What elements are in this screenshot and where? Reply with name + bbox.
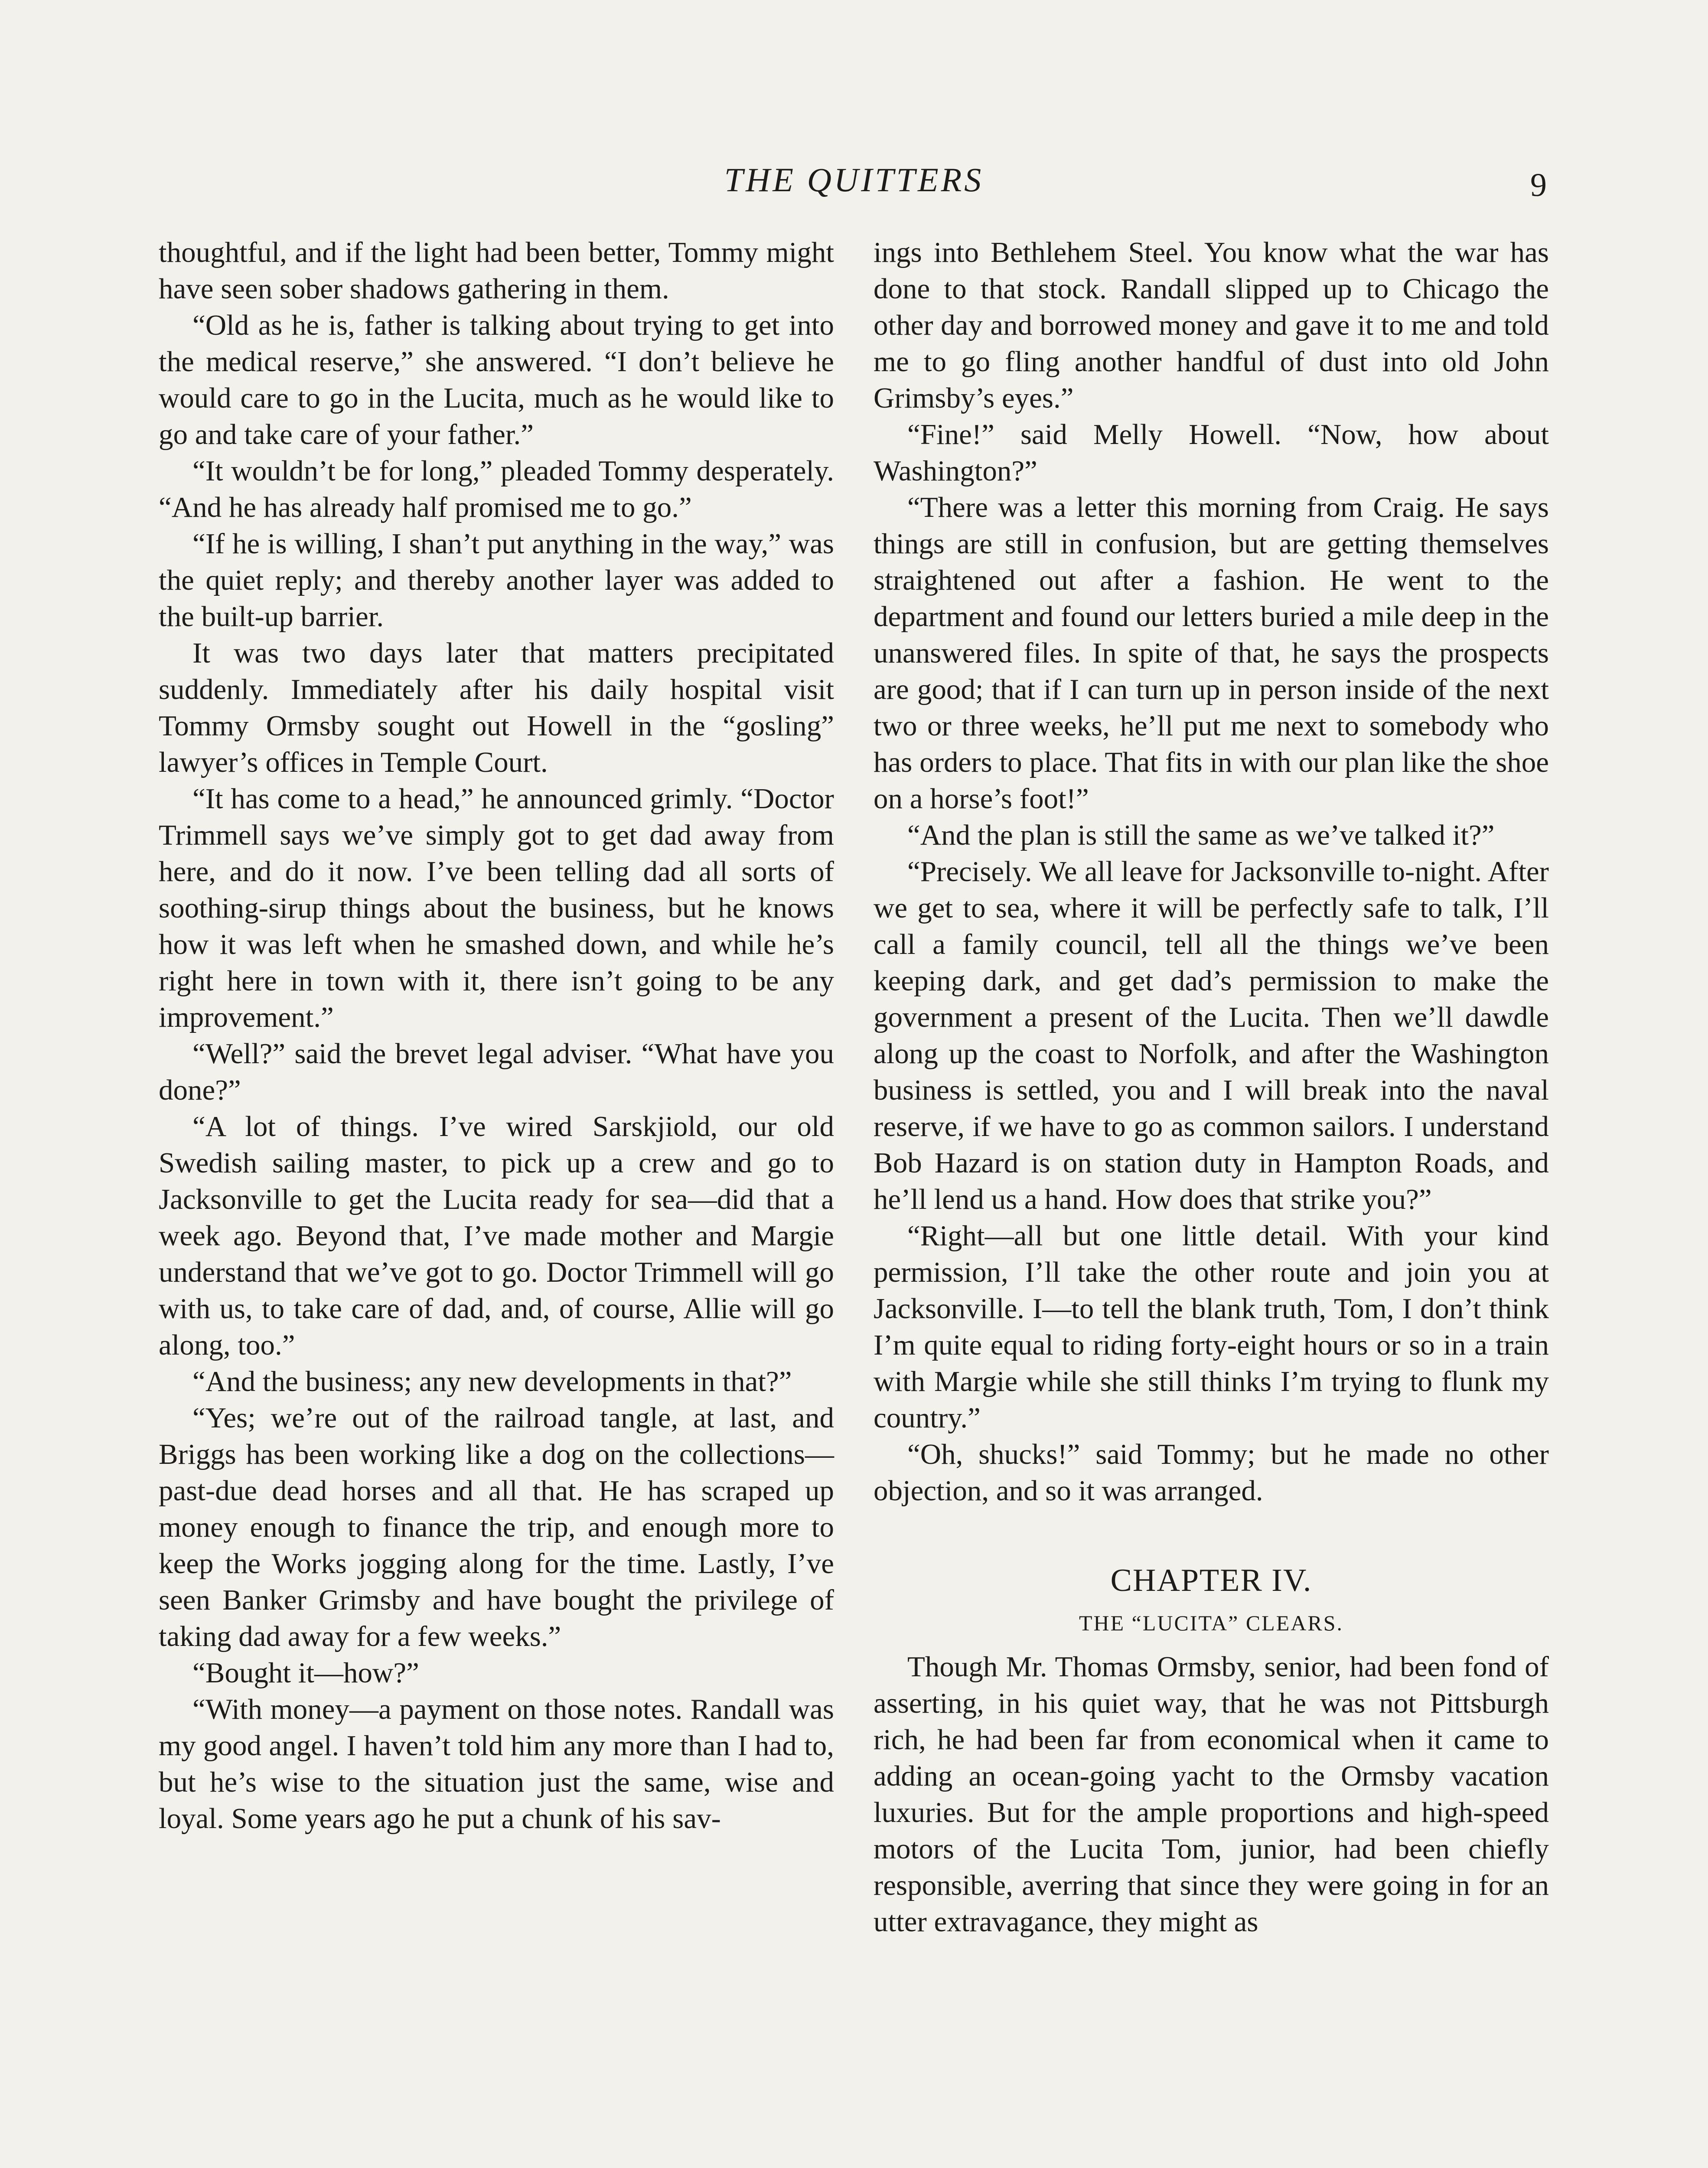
paragraph: “Precisely. We all leave for Jacksonville to-night. After we get to sea, where it will be perfectly safe to talk, I’ll call a family council, tell all the things we’ve been keeping dark, and get dad’s permission to make the government a present of the Lucita. Then we’ll dawdle along up the coast to Norfolk, and after the Washington business is settled, you and I will break into the naval reserve, if we have to go as common sailors. I understand Bob Hazard is on station duty in Hampton Roads, and he’ll lend us a hand. How does that strike you?” [874,855,1549,1215]
paragraph: “There was a letter this morning from Craig. He says things are still in confusion, but are getting themselves straightened out after a fashion. He went to the department and found our letters buried a mile deep in the unanswered files. In spite of that, he says the prospects are good; that if I can turn up in person inside of the next two or three weeks, he’ll put me next to somebody who has orders to place. That fits in with our plan like the shoe on a horse’s foot!” [874,491,1549,815]
paragraph: “With money—a payment on those notes. Randall was my good angel. I haven’t told him any more than I had to, but he’s wise to the situation just the same, wise and loyal. Some years ago he put a chunk of his sav- [159,1693,834,1835]
paragraph: “A lot of things. I’ve wired Sarskjiold, our old Swedish sailing master, to pick up a crew and go to Jacksonville to get the Lucita ready for sea—did that a week ago. Beyond that, I’ve made mother and Margie understand that we’ve got to go. Doctor Trimmell will go with us, to take care of dad, and, of course, Allie will go along, too.” [159,1110,834,1361]
page-number: 9 [1530,167,1547,203]
paragraph: “And the business; any new developments in that?” [192,1365,792,1397]
running-head: THE QUITTERS [724,161,984,199]
paragraph: “Yes; we’re out of the railroad tangle, at last, and Briggs has been working like a dog on the collections—past-due dead horses and all that. He has scraped up money enough to finance the trip, and enough more to keep the Works jogging along for the time. Lastly, I’ve seen Banker Grimsby and have bought the privilege of taking dad away for a few weeks.” [159,1402,834,1652]
paragraph: “If he is willing, I shan’t put anything in the way,” was the quiet reply; and thereby another layer was added to the built-up barrier. [159,528,834,633]
paragraph: “Old as he is, father is talking about trying to get into the medical reserve,” she answered. “I don’t believe he would care to go in the Lucita, much as he would like to go and take care of your father.” [159,309,834,451]
chapter-subtitle: THE “LUCITA” CLEARS. [1079,1611,1344,1635]
paragraph: ings into Bethlehem Steel. You know what the war has done to that stock. Randall slipped up to Chicago the other day and borrowed money and gave it to me and told me to go fling another handful of dust into old John Grimsby’s eyes.” [874,236,1549,414]
chapter-heading: CHAPTER IV. [1110,1563,1312,1598]
paragraph: It was two days later that matters precipitated suddenly. Immediately after his daily hospital visit Tommy Ormsby sought out Howell in the “gosling” lawyer’s offices in Temple Court. [159,637,834,778]
paragraph: “It has come to a head,” he announced grimly. “Doctor Trimmell says we’ve simply got to get dad away from here, and do it now. I’ve been telling dad all sorts of soothing-sirup things about the business, but he knows how it was left when he smashed down, and while he’s right here in town with it, there isn’t going to be any improvement.” [159,783,834,1033]
paragraph: Though Mr. Thomas Ormsby, senior, had been fond of asserting, in his quiet way, that he was not Pittsburgh rich, he had been far from economical when it came to adding an ocean-going yacht to the Ormsby vacation luxuries. But for the ample proportions and high-speed motors of the Lucita Tom, junior, had been chiefly responsible, averring that since they were going in for an utter extravagance, they might as [874,1651,1549,1938]
paragraph: “Oh, shucks!” said Tommy; but he made no other objection, and so it was arranged. [874,1438,1549,1507]
paragraph: “Well?” said the brevet legal adviser. “What have you done?” [159,1038,834,1106]
paragraph: “And the plan is still the same as we’ve talked it?” [907,819,1495,851]
paragraph: thoughtful, and if the light had been better, Tommy might have seen sober shadows gathering in them. [159,236,834,305]
left-column [159,234,834,1837]
right-column [874,234,1549,1940]
paragraph: “It wouldn’t be for long,” pleaded Tommy desperately. “And he has already half promised me to go.” [159,455,834,523]
paragraph: “Right—all but one little detail. With your kind permission, I’ll take the other route and join you at Jacksonville. I—to tell the blank truth, Tom, I don’t think I’m quite equal to riding forty-eight hours or so in a train with Margie while she still thinks I’m trying to flunk my country.” [874,1220,1549,1434]
paragraph: “Fine!” said Melly Howell. “Now, how about Washington?” [874,418,1549,487]
paragraph: “Bought it—how?” [192,1657,419,1689]
